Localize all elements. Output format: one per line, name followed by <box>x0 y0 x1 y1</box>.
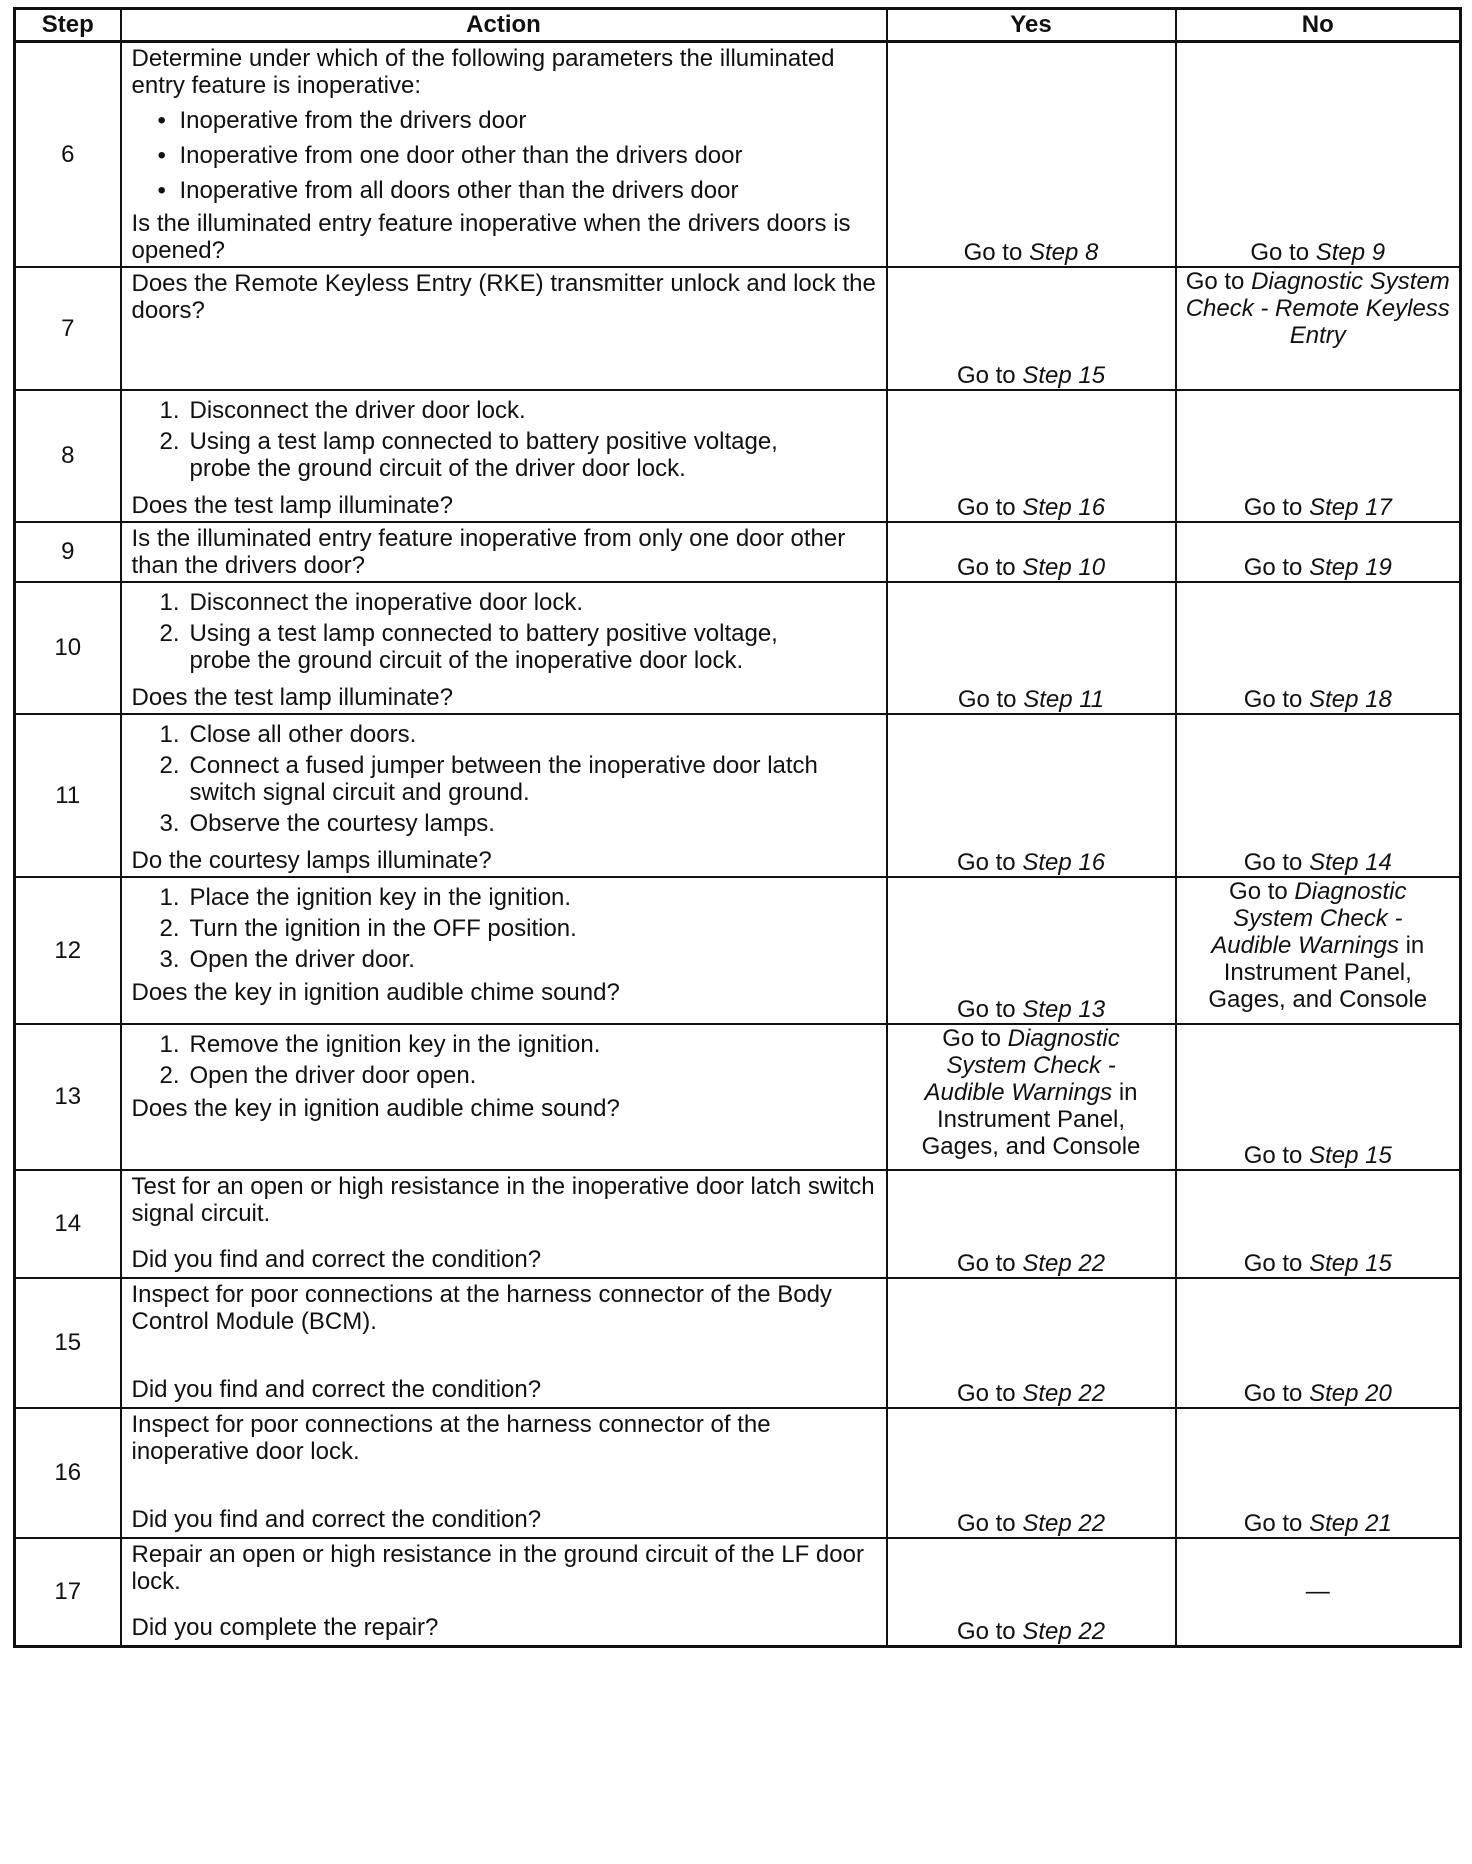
step-link[interactable]: Step 10 <box>1022 554 1106 581</box>
table-row <box>15 1538 1461 1646</box>
numbered-item: 1. Remove the ignition key in the ignition. <box>159 1031 601 1058</box>
bullet-item: • Inoperative from all doors other than the drivers door <box>157 177 739 204</box>
step-link[interactable]: Step 18 <box>1309 686 1392 713</box>
no-cell: Go to Step 20 <box>1176 1278 1461 1408</box>
numbered-item: 1. Disconnect the driver door lock. <box>159 397 526 424</box>
step-link[interactable]: Step 11 <box>1023 686 1105 713</box>
action-cell <box>121 714 887 877</box>
action-cell <box>121 877 887 1024</box>
step-link[interactable]: Step 22 <box>1022 1380 1106 1407</box>
action-cell <box>121 390 887 522</box>
header-action: Action <box>121 9 887 42</box>
yes-cell: Go to Step 15 <box>887 267 1176 390</box>
step-link[interactable]: Step 19 <box>1309 554 1392 581</box>
yes-cell: Go to Step 22 <box>887 1408 1176 1538</box>
table-row <box>15 877 1461 1024</box>
table-row <box>15 1408 1461 1538</box>
step-number: 16 <box>15 1408 121 1538</box>
table-row <box>15 1024 1461 1170</box>
no-cell: Go to Diagnostic System Check - Audible Warnings in Instrument Panel, Gages, and Console <box>1176 877 1461 1024</box>
step-link[interactable]: Step 16 <box>1022 494 1106 521</box>
step-number: 8 <box>15 390 121 522</box>
action-cell <box>121 1408 887 1538</box>
step-number: 9 <box>15 522 121 582</box>
table-row <box>15 267 1461 390</box>
action-text: Repair an open or high resistance in the ground circuit of the LF door lock. <box>131 1541 864 1595</box>
yes-cell: Go to Step 10 <box>887 522 1176 582</box>
step-link[interactable]: Step 22 <box>1022 1617 1106 1645</box>
yes-cell: Go to Step 16 <box>887 714 1176 877</box>
step-link[interactable]: Step 20 <box>1309 1380 1392 1407</box>
step-link[interactable]: Step 13 <box>1022 996 1106 1023</box>
action-question: Does the key in ignition audible chime sound? <box>131 979 620 1006</box>
action-question: Do the courtesy lamps illuminate? <box>131 847 492 874</box>
action-cell <box>121 1170 887 1278</box>
step-link[interactable]: Step 14 <box>1309 849 1392 876</box>
action-question: Does the test lamp illuminate? <box>131 684 453 711</box>
numbered-item: 1. Close all other doors. <box>159 721 417 748</box>
diagnostic-link[interactable]: Diagnostic System Check - Remote Keyless Entry <box>1185 268 1450 349</box>
yes-cell: Go to Step 11 <box>887 582 1176 714</box>
bullet-item: • Inoperative from the drivers door <box>157 107 527 134</box>
action-text: Determine under which of the following parameters the illuminated entry feature is inoperative: <box>131 45 835 99</box>
step-link[interactable]: Step 15 <box>1309 1250 1392 1277</box>
step-link[interactable]: Step 9 <box>1315 239 1386 266</box>
no-cell: — <box>1176 1538 1461 1646</box>
step-link[interactable]: Step 15 <box>1022 362 1106 389</box>
diagnostic-link[interactable]: Diagnostic <box>1007 1025 1120 1052</box>
header-row <box>15 9 1461 42</box>
step-link[interactable]: Step 21 <box>1309 1510 1392 1537</box>
action-cell <box>121 1538 887 1646</box>
action-question: Is the illuminated entry feature inoperative when the drivers doors is opened? <box>131 210 851 264</box>
action-cell <box>121 582 887 714</box>
diagnostic-table <box>13 7 1462 1648</box>
action-question: Did you complete the repair? <box>131 1614 439 1641</box>
numbered-item: 2. Using a test lamp connected to battery positive voltage, probe the ground circuit of the inoperative door lock. <box>159 620 778 674</box>
numbered-item: 2. Open the driver door open. <box>159 1062 477 1089</box>
step-number: 15 <box>15 1278 121 1408</box>
action-question: Did you find and correct the condition? <box>131 1506 542 1533</box>
yes-cell: Go to Step 16 <box>887 390 1176 522</box>
action-question: Is the illuminated entry feature inoperative from only one door other than the drivers door? <box>131 525 846 579</box>
action-question: Does the Remote Keyless Entry (RKE) transmitter unlock and lock the doors? <box>131 270 876 324</box>
step-number: 6 <box>15 42 121 268</box>
action-cell <box>121 1024 887 1170</box>
no-cell: Go to Step 15 <box>1176 1024 1461 1170</box>
yes-cell: Go to Step 22 <box>887 1278 1176 1408</box>
no-cell: Go to Step 14 <box>1176 714 1461 877</box>
bullet-item: • Inoperative from one door other than the drivers door <box>157 142 743 169</box>
yes-cell: Go to Step 22 <box>887 1538 1176 1646</box>
step-number: 13 <box>15 1024 121 1170</box>
table-row <box>15 714 1461 877</box>
step-link[interactable]: Step 8 <box>1028 239 1099 266</box>
yes-cell: Go to Step 13 <box>887 877 1176 1024</box>
no-cell: Go to Step 18 <box>1176 582 1461 714</box>
action-text: Test for an open or high resistance in the inoperative door latch switch signal circuit. <box>131 1173 875 1227</box>
action-question: Does the test lamp illuminate? <box>131 492 453 519</box>
table-row <box>15 390 1461 522</box>
action-cell <box>121 42 887 268</box>
action-question: Did you find and correct the condition? <box>131 1246 542 1273</box>
step-link[interactable]: Step 17 <box>1309 494 1392 521</box>
diagnostic-link[interactable]: Diagnostic <box>1294 878 1407 905</box>
yes-cell: Go to Step 8 <box>887 42 1176 268</box>
action-cell <box>121 267 887 390</box>
numbered-item: 1. Disconnect the inoperative door lock. <box>159 589 584 616</box>
numbered-item: 2. Turn the ignition in the OFF position. <box>159 915 577 942</box>
step-number: 12 <box>15 877 121 1024</box>
step-number: 10 <box>15 582 121 714</box>
action-question: Does the key in ignition audible chime sound? <box>131 1095 620 1122</box>
step-link[interactable]: Step 22 <box>1022 1510 1106 1537</box>
no-cell: Go to Step 9 <box>1176 42 1461 268</box>
step-link[interactable]: Step 16 <box>1022 849 1106 876</box>
numbered-item: 1. Place the ignition key in the ignition. <box>159 884 572 911</box>
step-number: 7 <box>15 267 121 390</box>
table-row <box>15 582 1461 714</box>
action-cell <box>121 522 887 582</box>
header-no: No <box>1176 9 1461 42</box>
no-cell: Go to Step 21 <box>1176 1408 1461 1538</box>
step-number: 17 <box>15 1538 121 1646</box>
table-row <box>15 1278 1461 1408</box>
no-cell: Go to Step 17 <box>1176 390 1461 522</box>
yes-cell: Go to Step 22 <box>887 1170 1176 1278</box>
action-question: Did you find and correct the condition? <box>131 1376 542 1403</box>
table-row <box>15 1170 1461 1278</box>
numbered-item: 2. Connect a fused jumper between the inoperative door latch switch signal circuit and ground. <box>159 752 818 806</box>
no-cell: Go to Diagnostic System Check - Remote Keyless Entry <box>1176 267 1461 390</box>
table-row <box>15 42 1461 268</box>
table-row <box>15 522 1461 582</box>
step-number: 14 <box>15 1170 121 1278</box>
action-text: Inspect for poor connections at the harness connector of the Body Control Module (BCM). <box>131 1281 832 1335</box>
header-yes: Yes <box>887 9 1176 42</box>
numbered-item: 3. Open the driver door. <box>159 946 415 973</box>
no-cell: Go to Step 19 <box>1176 522 1461 582</box>
yes-cell: Go to Diagnostic System Check - Audible Warnings in Instrument Panel, Gages, and Console <box>887 1024 1176 1170</box>
step-number: 11 <box>15 714 121 877</box>
numbered-item: 2. Using a test lamp connected to battery positive voltage, probe the ground circuit of the driver door lock. <box>159 428 778 482</box>
step-link[interactable]: Step 15 <box>1309 1142 1392 1169</box>
action-cell <box>121 1278 887 1408</box>
action-text: Inspect for poor connections at the harness connector of the inoperative door lock. <box>131 1411 771 1465</box>
numbered-item: 3. Observe the courtesy lamps. <box>159 810 495 837</box>
no-cell: Go to Step 15 <box>1176 1170 1461 1278</box>
header-step: Step <box>15 9 121 42</box>
step-link[interactable]: Step 22 <box>1022 1250 1106 1277</box>
